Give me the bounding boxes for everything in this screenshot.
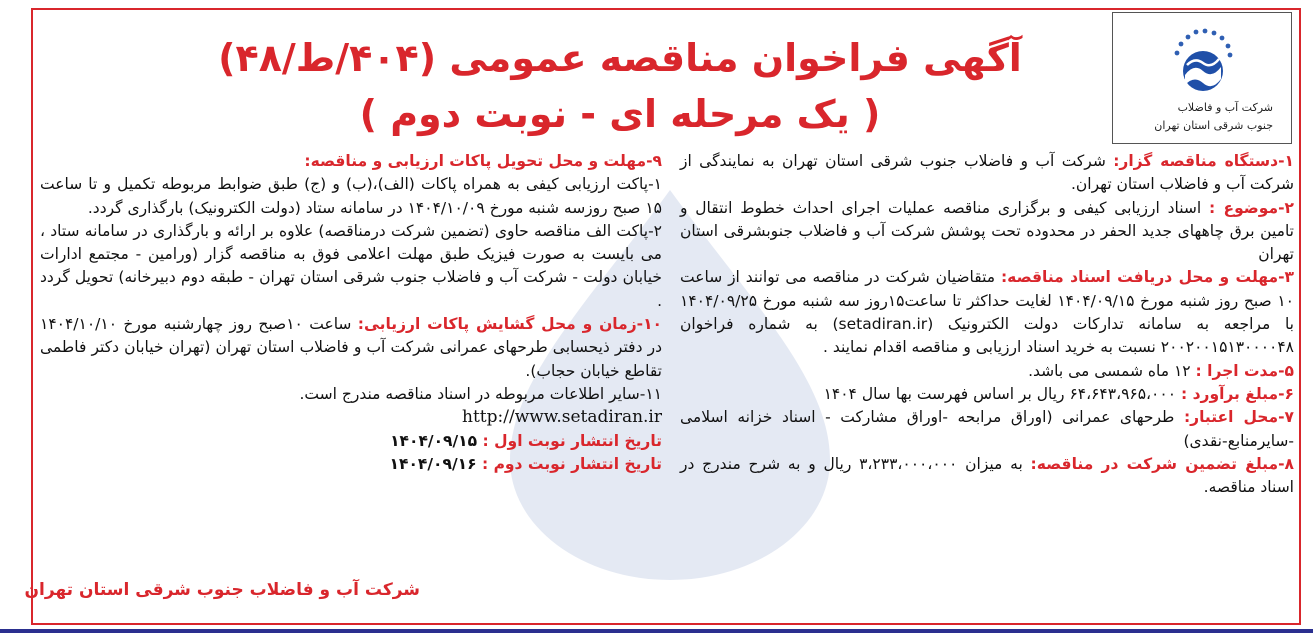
- section-heading: ۸-مبلغ تضمین شرکت در مناقصه:: [1030, 454, 1294, 473]
- section-11: ۱۱-سایر اطلاعات مربوطه در اسناد مناقصه مندرج است.: [299, 384, 662, 403]
- notice-subtitle: ( یک مرحله ای - نوبت دوم ): [359, 92, 881, 136]
- setadiran-link[interactable]: http://www.setadiran.ir: [462, 407, 662, 428]
- date-label: تاریخ انتشار نوبت اول :: [482, 431, 662, 450]
- section-heading: ۹-مهلت و محل تحویل پاکات ارزیابی و مناقصه:: [304, 152, 662, 170]
- logo-company-region: جنوب شرقی استان تهران: [1154, 119, 1273, 132]
- section-heading: ۶-مبلغ برآورد :: [1180, 384, 1294, 403]
- section-2: [680, 197, 1294, 267]
- section-body: اسناد ارزیابی کیفی و برگزاری مناقصه عملیات اجرای احداث خطوط انتقال و تامین برق چاههای جدید الحفر در محدوده تحت پوشش شرکت آب و فاضلاب جنوبشرقی استان تهران: [680, 198, 1294, 264]
- section-5: [680, 360, 1294, 383]
- company-logo-box: [1112, 12, 1292, 144]
- section-6: [680, 383, 1294, 406]
- water-drop-logo-icon: [1163, 19, 1243, 99]
- section-body: ۶۴،۶۴۳،۹۶۵،۰۰۰ ریال بر اساس فهرست بها سال ۱۴۰۴: [823, 384, 1181, 403]
- section-9-heading: [40, 150, 662, 173]
- section-heading: ۱۰-زمان و محل گشایش پاکات ارزیابی:: [357, 315, 662, 334]
- section-1: [680, 150, 1294, 197]
- section-7: [680, 406, 1294, 453]
- first-publication-date: [40, 430, 662, 453]
- date-value: ۱۴۰۴/۰۹/۱۶: [389, 454, 482, 473]
- section-heading: ۱-دستگاه مناقصه گزار:: [1113, 152, 1294, 170]
- section-8: [680, 453, 1294, 500]
- section-9-item-1: ۱-پاکت ارزیابی کیفی به همراه پاکات (الف)،(ب) و (ج) طبق ضوابط مربوطه تکمیل و تا ساعت ۱۵ صبح روزسه شنبه مورخ ۱۴۰۴/۱۰/۰۹ در سامانه ستاد (دولت الکترونیک) بارگذاری گردد.: [40, 175, 662, 217]
- section-heading: ۷-محل اعتبار:: [1183, 408, 1294, 427]
- section-body: متقاضیان شرکت در مناقصه می توانند از ساعت ۱۰ صبح روز شنبه مورخ ۱۴۰۴/۰۹/۱۵ لغایت حداکثر تا ساعت۱۵روز سه شنبه مورخ ۱۴۰۴/۰۹/۲۵ با مراجعه به سامانه تدارکات دولت الکترونیک (setadiran.ir) به شماره فراخوان ۲۰۰۲۰۰۱۵۱۳۰۰۰۰۴۸ نسبت به خرید اسناد ارزیابی و مناقصه اقدام نمایند .: [680, 268, 1294, 357]
- section-heading: ۵-مدت اجرا :: [1195, 361, 1294, 380]
- section-body: ۱۲ ماه شمسی می باشد.: [1028, 361, 1196, 380]
- section-body: شرکت آب و فاضلاب جنوب شرقی استان تهران به نمایندگی از شرکت آب و فاضلاب استان تهران.: [680, 152, 1294, 194]
- right-column: [680, 150, 1294, 499]
- section-heading: ۳-مهلت و محل دریافت اسناد مناقصه:: [1000, 268, 1294, 287]
- section-10: [40, 313, 662, 383]
- section-body: طرحهای عمرانی (اوراق مرابحه -اوراق مشارکت - اسناد خزانه اسلامی -سایرمنابع-نقدی): [680, 408, 1294, 450]
- notice-title: آگهی فراخوان مناقصه عمومی (۴۰۴/ط/۴۸): [218, 36, 1022, 80]
- bottom-brand-bar: [0, 629, 1313, 639]
- date-value: ۱۴۰۴/۰۹/۱۵: [390, 431, 483, 450]
- company-signature: شرکت آب و فاضلاب جنوب شرقی استان تهران: [24, 580, 420, 600]
- logo-company-name: شرکت آب و فاضلاب: [1177, 101, 1273, 114]
- date-label: تاریخ انتشار نوبت دوم :: [481, 454, 662, 473]
- section-3: [680, 266, 1294, 359]
- section-body: ساعت ۱۰صبح روز چهارشنبه مورخ ۱۴۰۴/۱۰/۱۰ در دفتر ذیحسابی طرحهای عمرانی شرکت آب و فاضلاب استان تهران (تهران خیابان دکتر فاطمی تقاطع خیابان حجاب).: [40, 315, 662, 380]
- section-body: به میزان ۳،۲۳۳،۰۰۰،۰۰۰ ریال و به شرح مندرج در اسناد مناقصه.: [680, 454, 1294, 497]
- second-publication-date: [40, 453, 662, 476]
- left-column: [40, 150, 662, 476]
- section-9-item-2: ۲-پاکت الف مناقصه حاوی (تضمین شرکت درمناقصه) علاوه بر ارائه و بارگذاری در سامانه ستاد ، می بایست به صورت فیزیک طبق مهلت اعلامی فوق به مناقصه گزار (ورامین - مجتمع ادارات خیابان دولت - شرکت آب و فاضلاب جنوب شرقی استان تهران - طبقه دوم دبیرخانه) تحویل گردد .: [40, 221, 662, 310]
- section-heading: ۲-موضوع :: [1209, 198, 1294, 217]
